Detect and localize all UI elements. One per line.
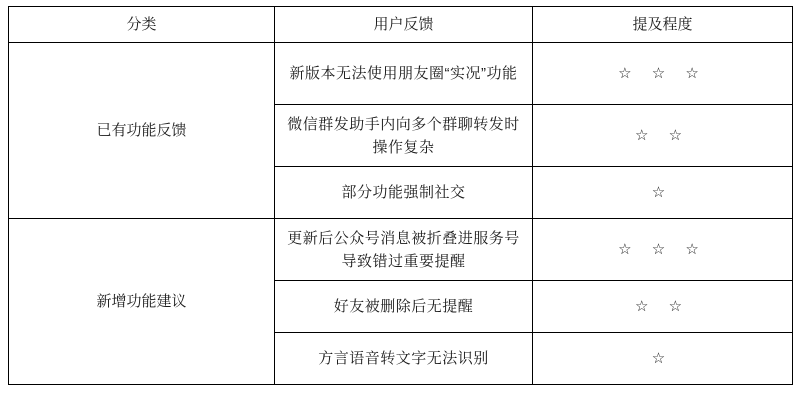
star-rating: ☆ [651,184,674,202]
feedback-cell: 部分功能强制社交 [275,167,533,219]
star-rating: ☆ ☆ [634,298,691,316]
star-rating: ☆ ☆ [634,127,691,145]
degree-cell [533,333,793,385]
star-rating: ☆ ☆ ☆ [618,65,707,83]
feedback-cell: 更新后公众号消息被折叠进服务号导致错过重要提醒 [275,219,533,281]
category-cell-existing-feature-feedback: 已有功能反馈 [9,43,275,219]
feedback-cell: 方言语音转文字无法识别 [275,333,533,385]
degree-cell [533,43,793,105]
user-feedback-table [8,6,793,385]
column-header-category: 分类 [9,7,275,43]
feedback-cell: 新版本无法使用朋友圈“实况”功能 [275,43,533,105]
table-header-row [9,7,793,43]
column-header-feedback: 用户反馈 [275,7,533,43]
degree-cell [533,105,793,167]
table-row [9,219,793,281]
column-header-degree: 提及程度 [533,7,793,43]
degree-cell [533,167,793,219]
table-row [9,43,793,105]
star-rating: ☆ [651,350,674,368]
feedback-cell: 微信群发助手内向多个群聊转发时操作复杂 [275,105,533,167]
degree-cell [533,219,793,281]
feedback-cell: 好友被删除后无提醒 [275,281,533,333]
category-cell-new-feature-suggestion: 新增功能建议 [9,219,275,385]
degree-cell [533,281,793,333]
star-rating: ☆ ☆ ☆ [618,241,707,259]
